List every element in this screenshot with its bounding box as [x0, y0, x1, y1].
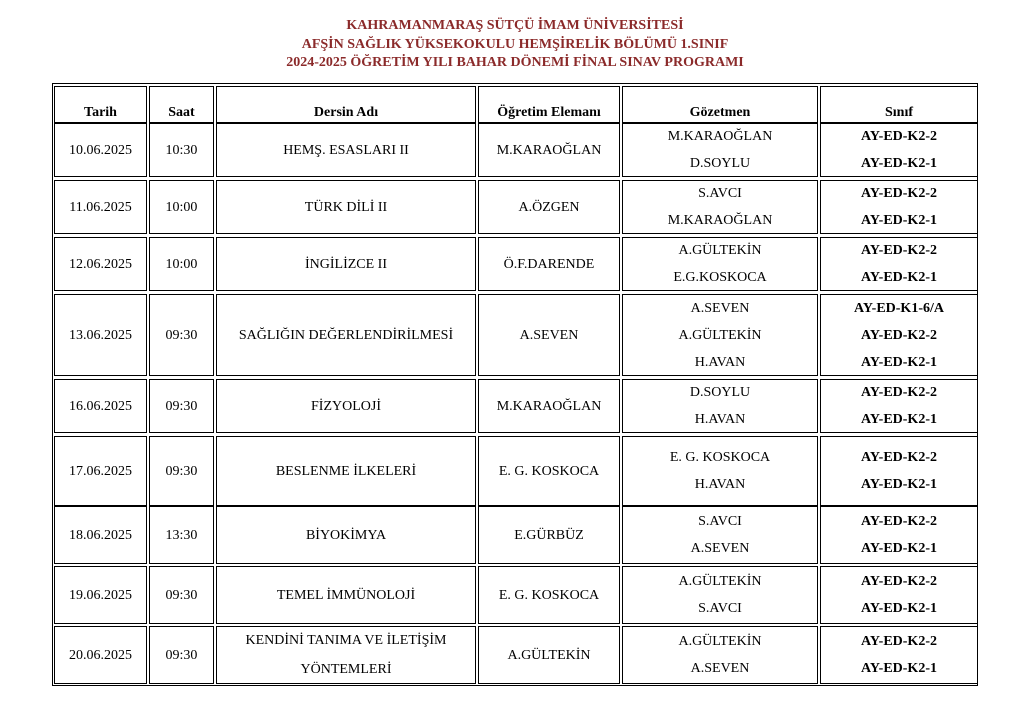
proctor-name: H.AVAN: [694, 354, 746, 370]
instructor-name: A.ÖZGEN: [518, 199, 580, 215]
course-name-line: TEMEL İMMÜNOLOJİ: [276, 587, 416, 603]
exam-date: 12.06.2025: [69, 256, 132, 272]
course-cell: [216, 566, 476, 624]
proctor-name: A.SEVEN: [690, 661, 750, 676]
room-code: AY-ED-K2-2: [861, 186, 937, 201]
room-cell: [820, 237, 978, 291]
time-cell: [149, 123, 214, 177]
proctor-cell: [622, 123, 818, 177]
header-room: Sınıf: [820, 86, 978, 123]
course-cell: [216, 379, 476, 433]
instructor-name: E. G. KOSKOCA: [498, 587, 600, 603]
date-cell: [54, 294, 147, 376]
exam-schedule-table: [52, 83, 978, 686]
proctor-name: H.AVAN: [694, 412, 746, 427]
exam-time: 09:30: [165, 463, 198, 479]
proctor-cell: [622, 180, 818, 234]
header-instructor: Öğretim Elemanı: [478, 86, 620, 123]
document-header: [0, 17, 1030, 73]
proctor-name: A.GÜLTEKİN: [678, 243, 762, 258]
course-name-line: TÜRK DİLİ II: [304, 199, 388, 215]
exam-date: 16.06.2025: [69, 398, 132, 414]
date-cell: [54, 123, 147, 177]
proctor-cell: [622, 506, 818, 564]
exam-time: 09:30: [165, 647, 198, 663]
exam-date: 10.06.2025: [69, 142, 132, 158]
course-cell: [216, 626, 476, 684]
instructor-cell: [478, 237, 620, 291]
exam-time: 09:30: [165, 587, 198, 603]
exam-time: 10:00: [165, 199, 198, 215]
exam-date: 17.06.2025: [69, 463, 132, 479]
instructor-cell: [478, 566, 620, 624]
room-code: AY-ED-K2-1: [861, 601, 937, 616]
time-cell: [149, 379, 214, 433]
room-code: AY-ED-K2-1: [861, 213, 937, 228]
department-title: AFŞİN SAĞLIK YÜKSEKOKULU HEMŞİRELİK BÖLÜMÜ 1.SINIF: [301, 36, 729, 52]
proctor-name: S.AVCI: [698, 514, 742, 529]
time-cell: [149, 566, 214, 624]
proctor-name: A.GÜLTEKİN: [678, 634, 762, 649]
proctor-cell: [622, 566, 818, 624]
course-cell: [216, 506, 476, 564]
proctor-name: A.GÜLTEKİN: [678, 574, 762, 589]
exam-date: 20.06.2025: [69, 647, 132, 663]
time-cell: [149, 506, 214, 564]
room-code: AY-ED-K2-1: [861, 412, 937, 427]
course-name-line: BİYOKİMYA: [305, 527, 387, 543]
room-cell: [820, 626, 978, 684]
time-cell: [149, 436, 214, 506]
proctor-cell: [622, 379, 818, 433]
course-name-line: YÖNTEMLERİ: [300, 662, 392, 677]
room-code: AY-ED-K2-1: [861, 270, 937, 285]
instructor-name: M.KARAOĞLAN: [496, 398, 602, 414]
header-course: Dersin Adı: [216, 86, 476, 123]
course-name-line: İNGİLİZCE II: [304, 256, 388, 272]
exam-date: 18.06.2025: [69, 527, 132, 543]
room-code: AY-ED-K1-6/A: [854, 300, 944, 316]
proctor-name: E.G.KOSKOCA: [673, 270, 767, 285]
room-cell: [820, 566, 978, 624]
room-code: AY-ED-K2-1: [861, 354, 937, 370]
exam-time: 09:30: [165, 398, 198, 414]
room-cell: [820, 123, 978, 177]
exam-time: 10:00: [165, 256, 198, 272]
course-cell: [216, 180, 476, 234]
room-code: AY-ED-K2-1: [861, 541, 937, 556]
proctor-name: A.SEVEN: [690, 541, 750, 556]
date-cell: [54, 506, 147, 564]
instructor-cell: [478, 180, 620, 234]
room-code: AY-ED-K2-2: [861, 385, 937, 400]
room-cell: [820, 506, 978, 564]
course-name-line: HEMŞ. ESASLARI II: [283, 142, 409, 158]
header-date: Tarih: [54, 86, 147, 123]
room-code: AY-ED-K2-2: [861, 514, 937, 529]
instructor-cell: [478, 379, 620, 433]
course-cell: [216, 294, 476, 376]
date-cell: [54, 566, 147, 624]
room-code: AY-ED-K2-2: [861, 634, 937, 649]
header-time: Saat: [149, 86, 214, 123]
proctor-name: H.AVAN: [694, 477, 746, 492]
instructor-cell: [478, 436, 620, 506]
room-cell: [820, 180, 978, 234]
proctor-name: D.SOYLU: [689, 385, 751, 400]
instructor-name: A.GÜLTEKİN: [507, 647, 591, 663]
proctor-name: A.GÜLTEKİN: [678, 327, 762, 343]
proctor-cell: [622, 626, 818, 684]
course-name-line: BESLENME İLKELERİ: [275, 463, 417, 479]
date-cell: [54, 436, 147, 506]
proctor-name: D.SOYLU: [689, 156, 751, 171]
exam-program-title: 2024-2025 ÖĞRETİM YILI BAHAR DÖNEMİ FİNAL SINAV PROGRAMI: [286, 55, 744, 70]
room-code: AY-ED-K2-2: [861, 129, 937, 144]
room-code: AY-ED-K2-2: [861, 574, 937, 589]
time-cell: [149, 180, 214, 234]
date-cell: [54, 180, 147, 234]
instructor-name: E. G. KOSKOCA: [498, 463, 600, 479]
proctor-name: M.KARAOĞLAN: [667, 129, 773, 144]
exam-date: 13.06.2025: [69, 327, 132, 343]
date-cell: [54, 626, 147, 684]
room-cell: [820, 436, 978, 506]
room-code: AY-ED-K2-1: [861, 661, 937, 676]
proctor-cell: [622, 294, 818, 376]
proctor-name: S.AVCI: [698, 186, 742, 201]
proctor-name: S.AVCI: [698, 601, 742, 616]
room-code: AY-ED-K2-2: [861, 450, 937, 465]
instructor-name: E.GÜRBÜZ: [514, 527, 584, 543]
course-name-line: SAĞLIĞIN DEĞERLENDİRİLMESİ: [238, 327, 454, 343]
proctor-name: A.SEVEN: [690, 300, 750, 316]
header-proctor: Gözetmen: [622, 86, 818, 123]
instructor-cell: [478, 294, 620, 376]
proctor-name: E. G. KOSKOCA: [669, 450, 771, 465]
instructor-name: M.KARAOĞLAN: [496, 142, 602, 158]
time-cell: [149, 294, 214, 376]
exam-time: 10:30: [165, 142, 198, 158]
room-code: AY-ED-K2-2: [861, 327, 937, 343]
time-cell: [149, 237, 214, 291]
instructor-cell: [478, 626, 620, 684]
course-cell: [216, 123, 476, 177]
instructor-name: A.SEVEN: [519, 327, 579, 343]
instructor-cell: [478, 123, 620, 177]
date-cell: [54, 237, 147, 291]
course-name-line: KENDİNİ TANIMA VE İLETİŞİM: [245, 633, 447, 648]
university-title: KAHRAMANMARAŞ SÜTÇÜ İMAM ÜNİVERSİTESİ: [346, 18, 684, 33]
instructor-name: Ö.F.DARENDE: [503, 256, 595, 272]
exam-time: 09:30: [165, 327, 198, 343]
room-code: AY-ED-K2-1: [861, 477, 937, 492]
instructor-cell: [478, 506, 620, 564]
exam-time: 13:30: [165, 527, 198, 543]
course-cell: [216, 237, 476, 291]
room-code: AY-ED-K2-2: [861, 243, 937, 258]
room-cell: [820, 379, 978, 433]
proctor-name: M.KARAOĞLAN: [667, 213, 773, 228]
exam-date: 11.06.2025: [69, 199, 132, 215]
exam-date: 19.06.2025: [69, 587, 132, 603]
room-cell: [820, 294, 978, 376]
course-name-line: FİZYOLOJİ: [311, 398, 381, 414]
time-cell: [149, 626, 214, 684]
room-code: AY-ED-K2-1: [861, 156, 937, 171]
proctor-cell: [622, 436, 818, 506]
proctor-cell: [622, 237, 818, 291]
course-cell: [216, 436, 476, 506]
date-cell: [54, 379, 147, 433]
